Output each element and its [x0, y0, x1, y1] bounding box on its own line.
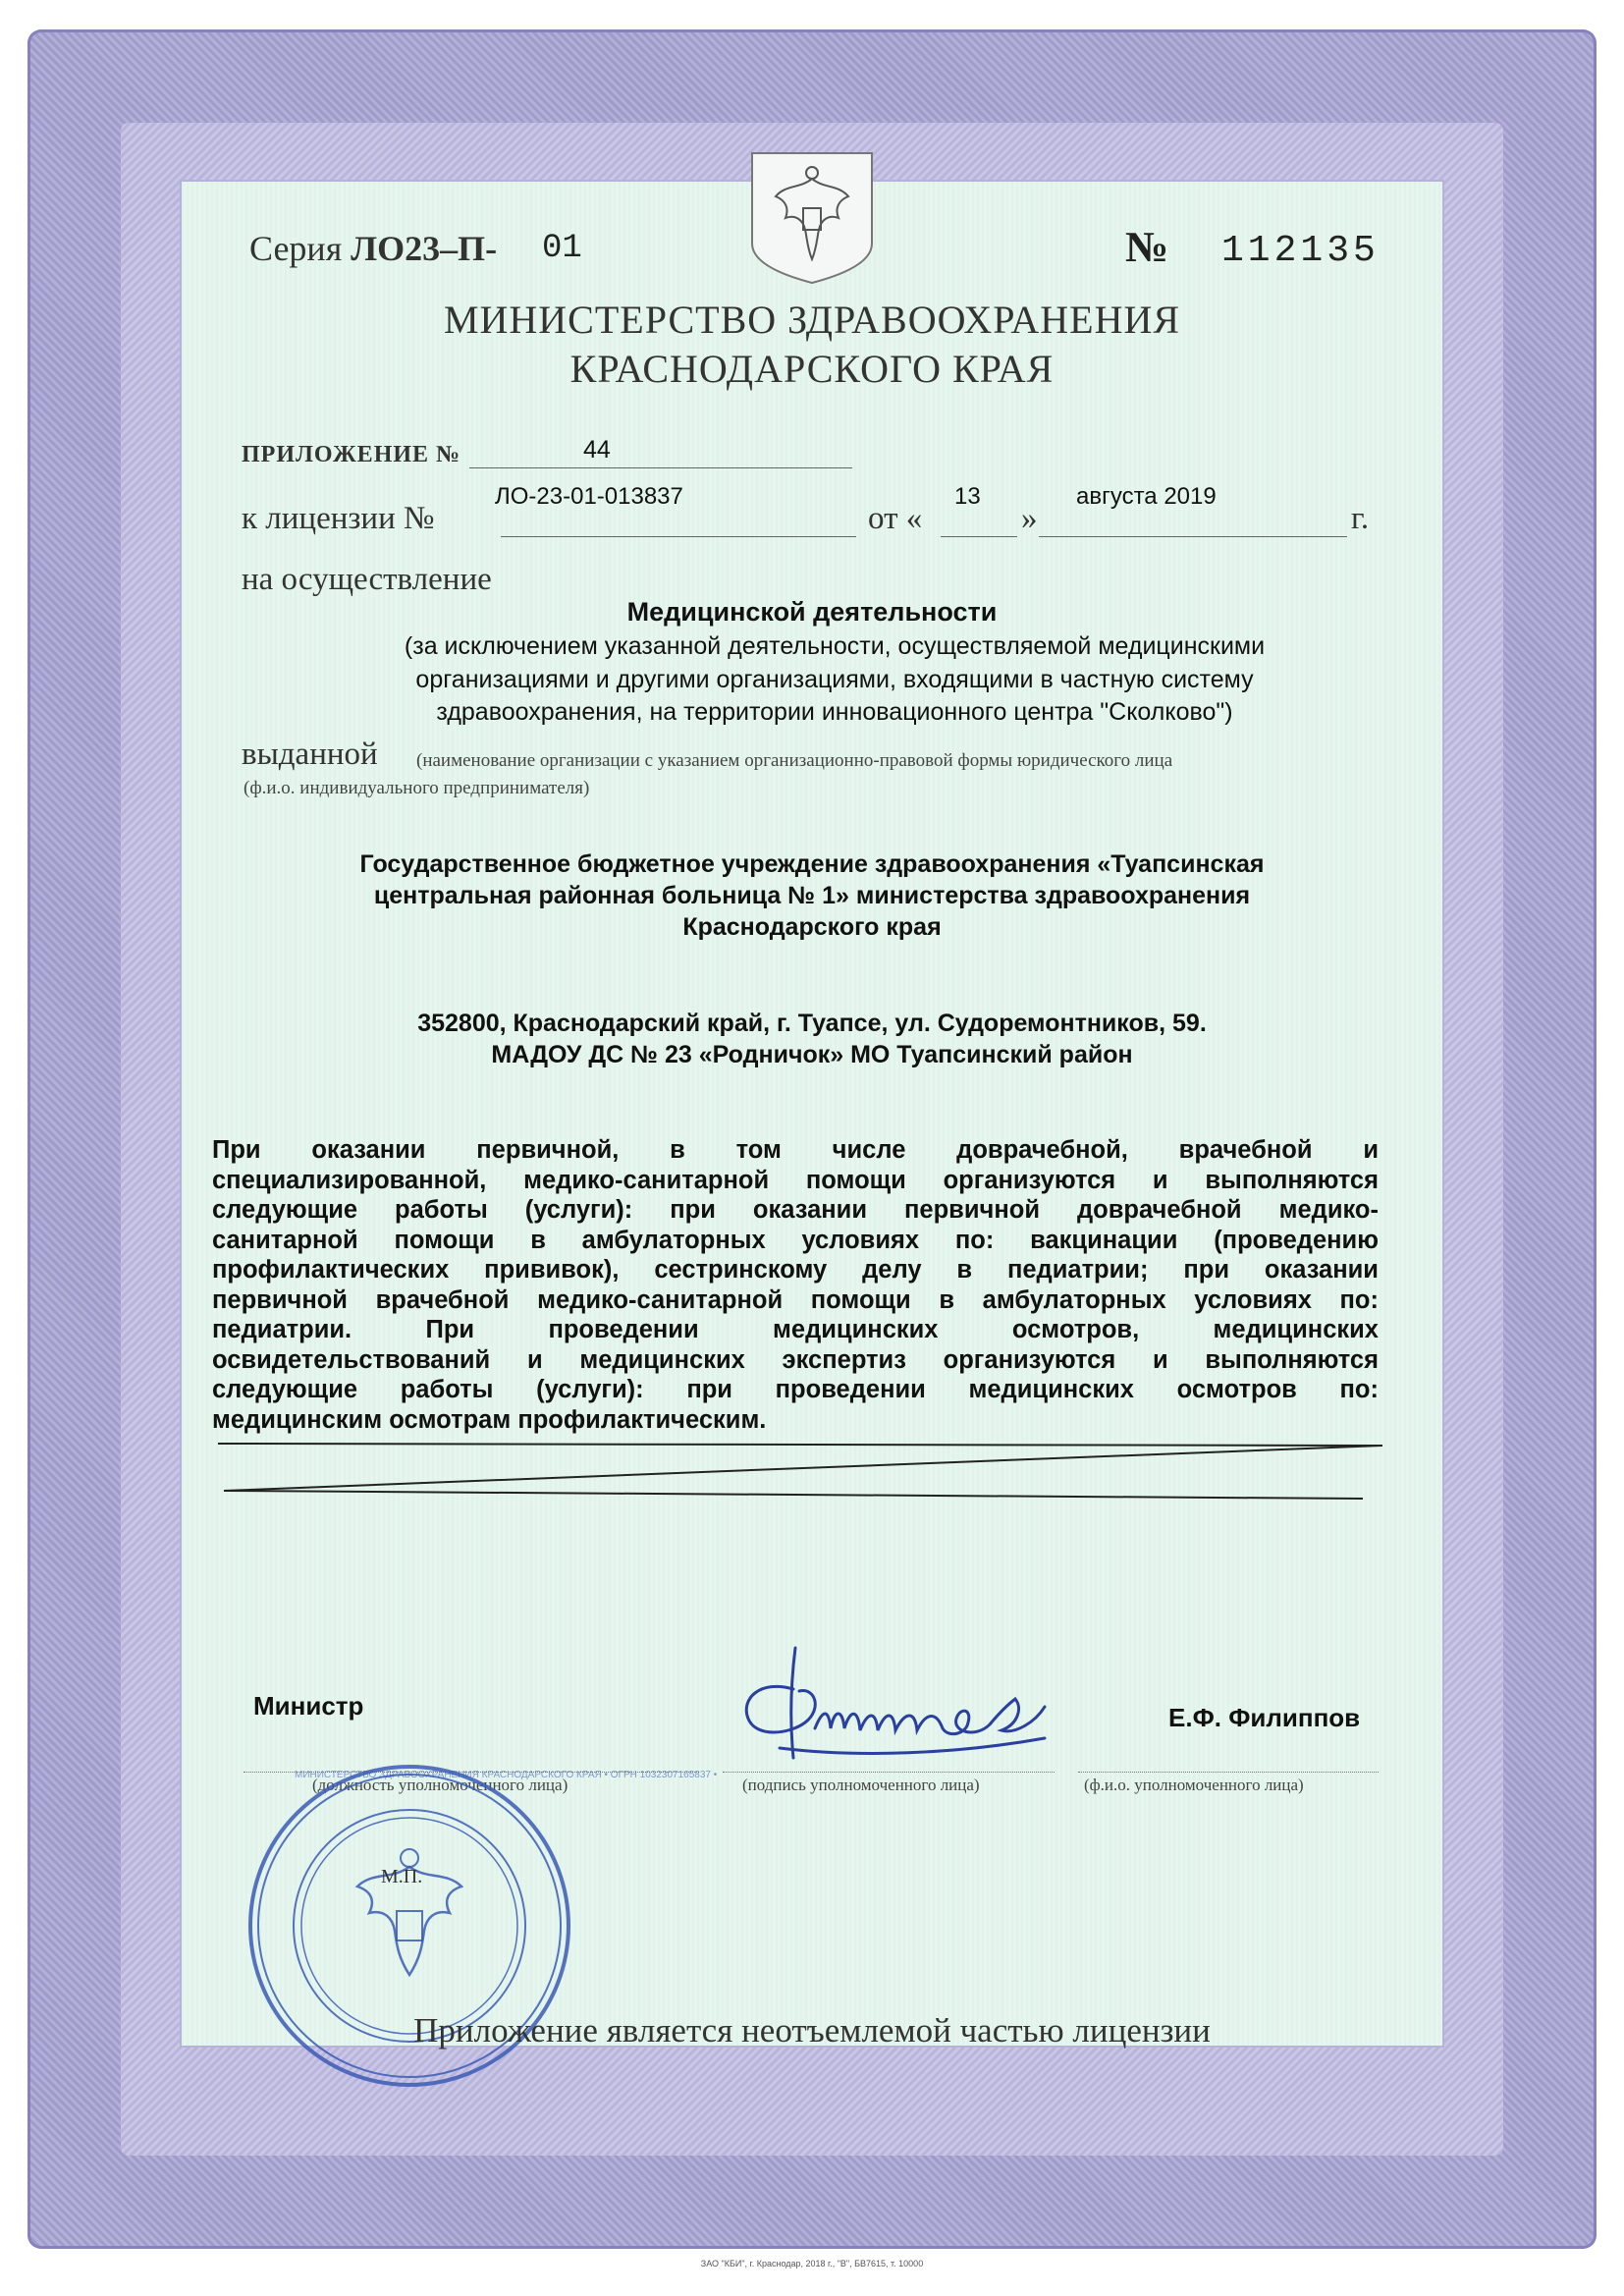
stamp-mark: М.П.	[381, 1866, 423, 1887]
annex-label: ПРИЛОЖЕНИЕ №	[242, 442, 461, 467]
series-code: ЛО23–П-	[351, 229, 498, 268]
activity-scope-line2: организациями и другими организациями, входящими в частную систему	[415, 666, 1254, 693]
address-line2: МАДОУ ДС № 23 «Родничок» МО Туапсинский район	[491, 1041, 1133, 1068]
ministry-title-line1: МИНИСТЕРСТВО ЗДРАВООХРАНЕНИЯ	[443, 298, 1181, 342]
activity-scope-line3: здравоохранения, на территории инновационного центра "Сколково")	[436, 698, 1233, 726]
caption-position: (должность уполномоченного лица)	[312, 1776, 568, 1794]
caption-signature: (подпись уполномоченного лица)	[742, 1776, 980, 1794]
activity-label: на осуществление	[242, 562, 492, 597]
works-line: При оказании первичной, в том числе доврачебной, врачебной и	[212, 1136, 1379, 1164]
license-number: ЛО-23-01-013837	[495, 483, 683, 510]
series-number: 01	[542, 230, 582, 267]
works-line: медицинским осмотрам профилактическим.	[212, 1405, 767, 1434]
signatory-name: Е.Ф. Филиппов	[1168, 1703, 1361, 1732]
signatory-position: Министр	[253, 1691, 364, 1721]
activity-title: Медицинской деятельности	[626, 597, 998, 627]
name-underline	[1078, 1772, 1379, 1773]
organization-name-line2: центральная районная больница № 1» министерства здравоохранения	[373, 882, 1251, 909]
license-form-number: 112135	[1221, 230, 1380, 272]
works-line: освидетельствований и медицинских экспертиз организуются и выполняются	[212, 1345, 1379, 1374]
works-line: педиатрии. При проведении медицинских осмотров, медицинских	[212, 1316, 1379, 1343]
issued-label: выданной	[242, 737, 378, 772]
license-label: к лицензии №	[242, 501, 435, 536]
works-line: профилактических прививок), сестринскому делу в педиатрии; при оказании	[212, 1256, 1379, 1284]
year-suffix: г.	[1351, 501, 1370, 536]
works-line: следующие работы (услуги): при проведении медицинских осмотров по:	[212, 1376, 1379, 1403]
date-month-year: августа 2019	[1076, 483, 1217, 510]
blank-space-strikeout	[206, 1434, 1394, 1503]
annex-number-underline	[469, 467, 852, 468]
organization-name-line1: Государственное бюджетное учреждение здравоохранения «Туапсинская	[359, 850, 1265, 878]
number-sign: №	[1125, 223, 1169, 271]
works-line: санитарной помощи в амбулаторных условиях по: вакцинации (проведению	[212, 1226, 1379, 1254]
printer-imprint: ЗАО "КБИ", г. Краснодар, 2018 г., "В", БВ7615, т. 10000	[700, 2259, 924, 2269]
license-number-underline	[501, 536, 856, 537]
caption-name: (ф.и.о. уполномоченного лица)	[1084, 1776, 1304, 1794]
date-day-underline	[941, 536, 1017, 537]
date-from-label: от «	[868, 501, 923, 536]
activity-scope-line1: (за исключением указанной деятельности, осуществляемой медицинскими	[404, 632, 1266, 660]
works-line: специализированной, медико-санитарной помощи организуются и выполняются	[212, 1166, 1379, 1194]
coat-of-arms-icon	[746, 149, 878, 287]
issued-note-line1: (наименование организации с указанием организационно-правовой формы юридического лица	[416, 750, 1173, 771]
stamp-ring-text: МИНИСТЕРСТВО ЗДРАВООХРАНЕНИЯ КРАСНОДАРСКОГО КРАЯ • ОГРН 1032307165837 •	[295, 1770, 718, 1780]
works-line: первичной врачебной медико-санитарной помощи в амбулаторных условиях по:	[212, 1285, 1379, 1314]
footer-statement: Приложение является неотъемлемой частью лицензии	[413, 2011, 1211, 2050]
date-day: 13	[954, 483, 981, 510]
issued-note-line2: (ф.и.о. индивидуального предпринимателя)	[244, 778, 590, 798]
annex-number: 44	[583, 436, 611, 464]
works-line: следующие работы (услуги): при оказании первичной доврачебной медико-	[212, 1196, 1379, 1224]
handwritten-signature	[721, 1640, 1094, 1777]
ministry-title-line2: КРАСНОДАРСКОГО КРАЯ	[569, 347, 1055, 391]
date-quote-close: »	[1021, 501, 1038, 536]
address-line1: 352800, Краснодарский край, г. Туапсе, ул. Судоремонтников, 59.	[417, 1010, 1207, 1037]
series-label: Серия	[249, 229, 343, 268]
organization-name-line3: Краснодарского края	[682, 913, 942, 941]
works-description	[212, 1135, 1379, 1435]
date-month-underline	[1039, 536, 1347, 537]
